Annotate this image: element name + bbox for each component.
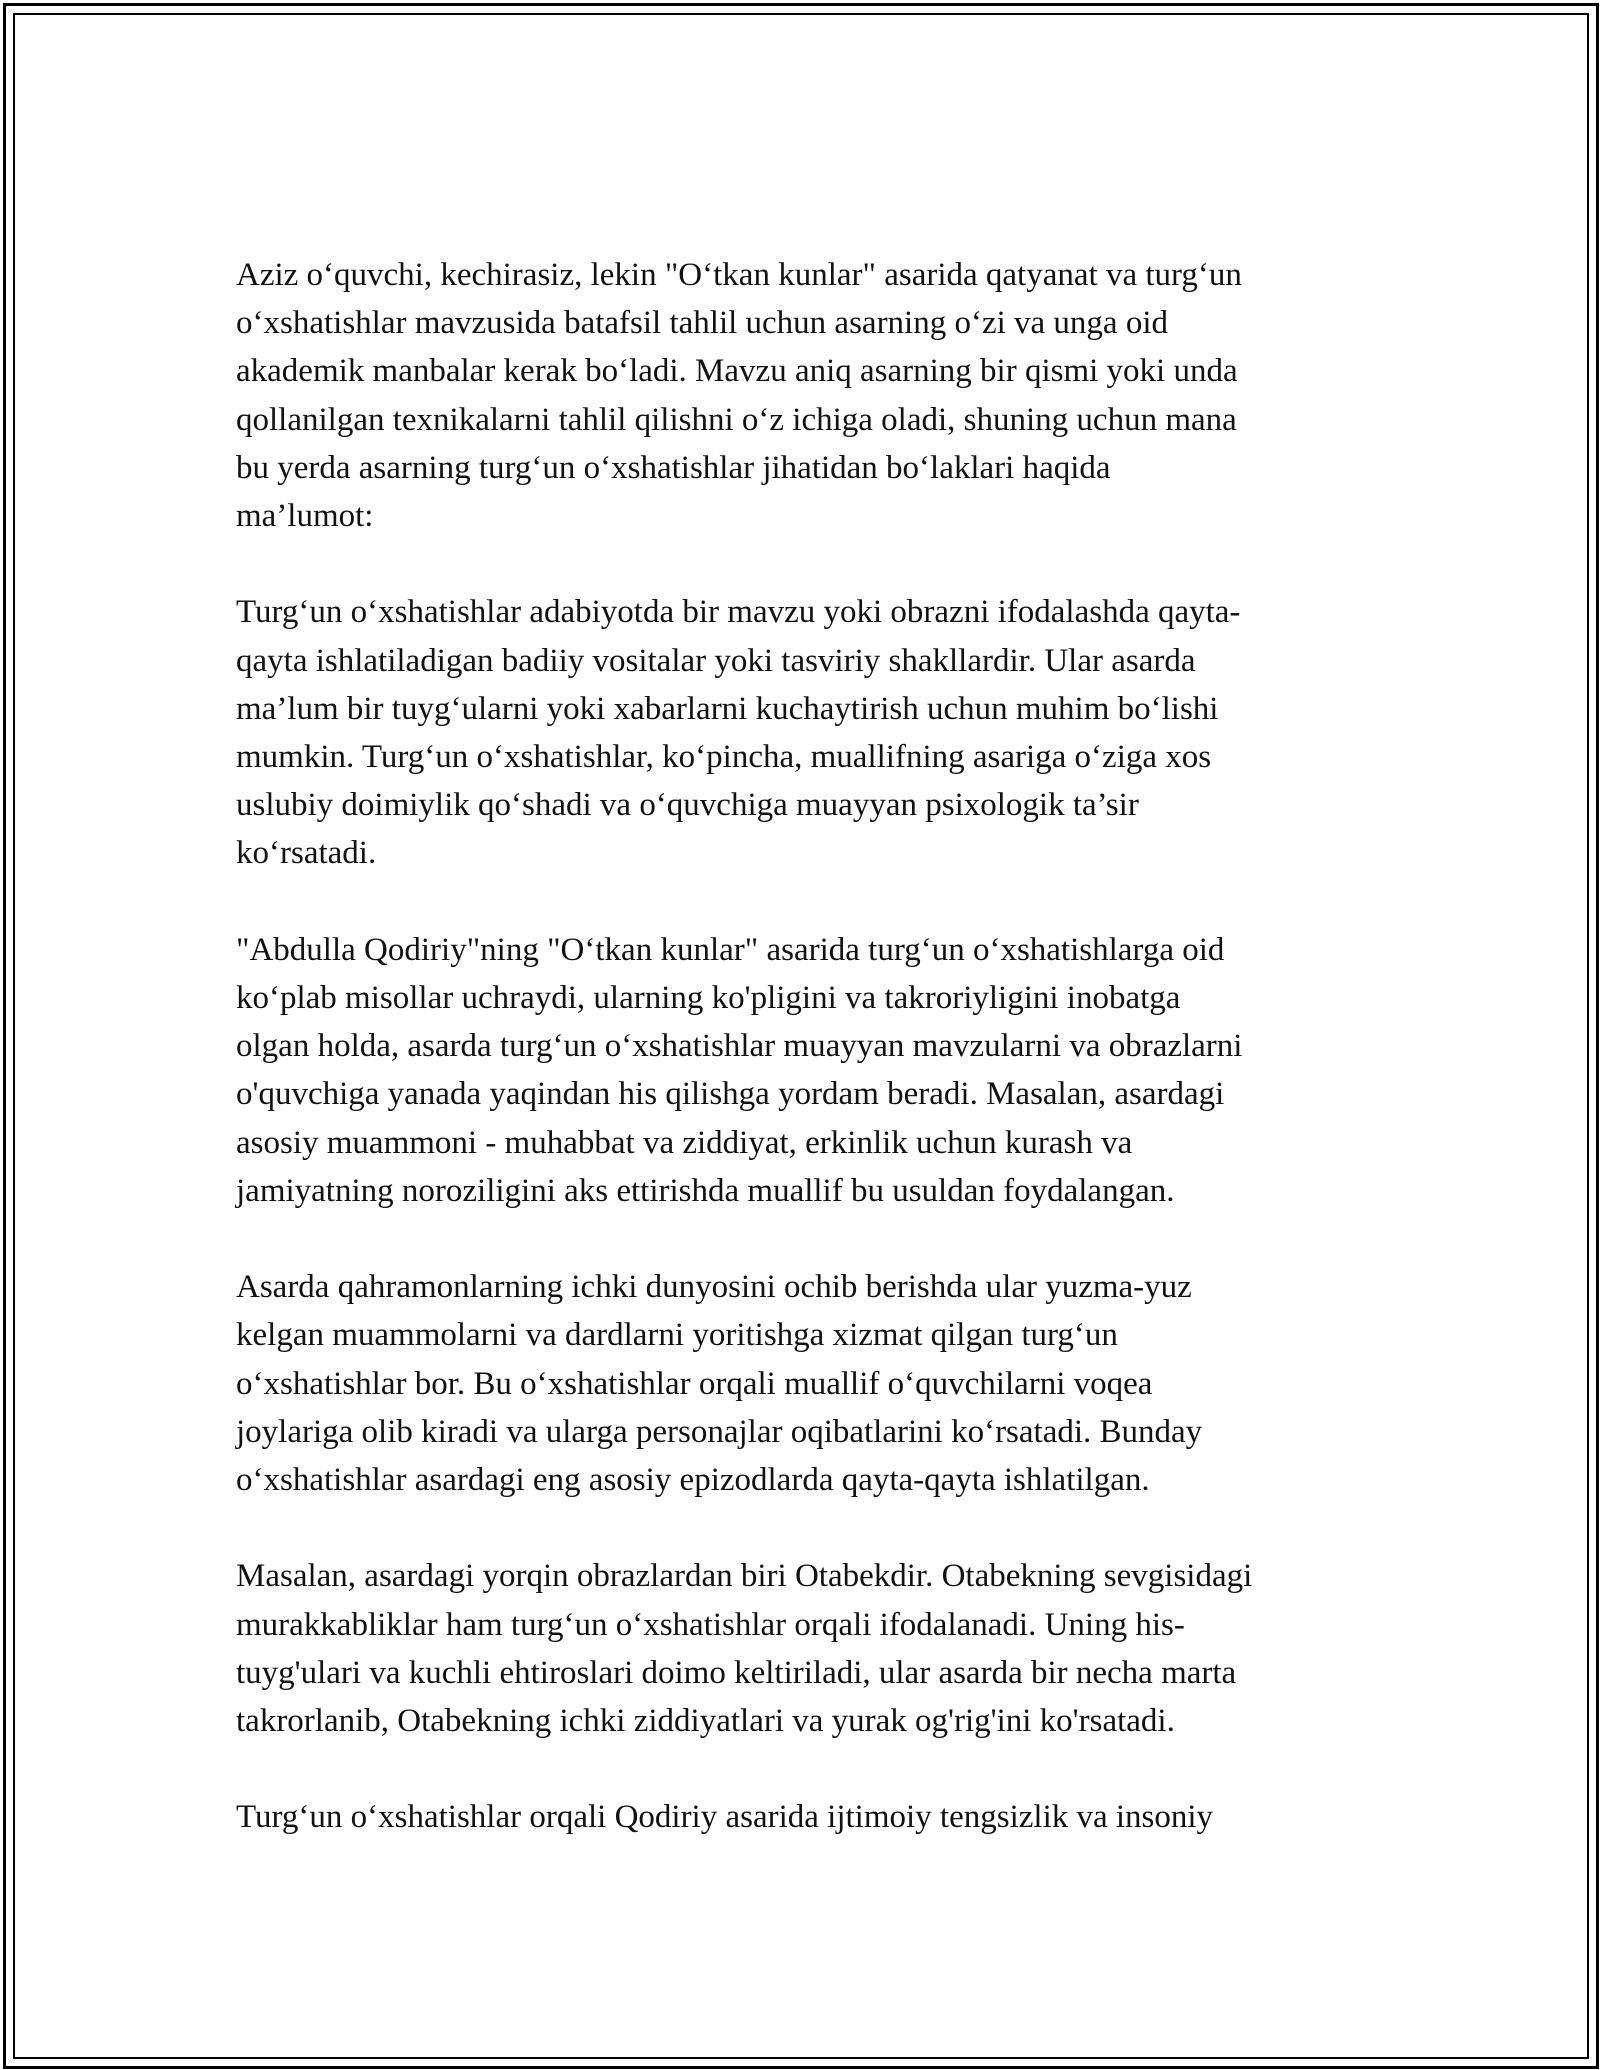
paragraph-2: [236, 588, 1396, 877]
text-line: takrorlanib, Otabekning ichki ziddiyatlari va yurak og'rig'ini ko'rsatadi.: [236, 1703, 1175, 1740]
text-line: o‘xshatishlar mavzusida batafsil tahlil uchun asarning o‘zi va unga oid: [236, 305, 1168, 342]
text-line: Asarda qahramonlarning ichki dunyosini ochib berishda ular yuzma-yuz: [236, 1269, 1192, 1306]
text-line: ko‘plab misollar uchraydi, ularning ko'pligini va takroriyligini inobatga: [236, 980, 1181, 1017]
text-line: ma’lum bir tuyg‘ularni yoki xabarlarni kuchaytirish uchun muhim bo‘lishi: [236, 690, 1219, 727]
text-line: jamiyatning noroziligini aks ettirishda muallif bu usuldan foydalangan.: [236, 1172, 1175, 1209]
text-line: "Abdulla Qodiriy"ning "O‘tkan kunlar" asarida turg‘un o‘xshatishlarga oid: [236, 931, 1225, 968]
text-line: qayta ishlatiladigan badiiy vositalar yoki tasviriy shakllardir. Ular asarda: [236, 642, 1196, 679]
document-body: [236, 251, 1396, 1890]
text-line: qollanilgan texnikalarni tahlil qilishni o‘z ichiga oladi, shuning uchun mana: [236, 401, 1237, 438]
text-line: tuyg'ulari va kuchli ehtiroslari doimo keltiriladi, ular asarda bir necha marta: [236, 1654, 1237, 1691]
paragraph-1: [236, 251, 1396, 540]
paragraph-3: [236, 926, 1396, 1215]
text-line: murakkabliklar ham turg‘un o‘xshatishlar orqali ifodalanadi. Uning his-: [236, 1606, 1185, 1643]
paragraph-5: [236, 1552, 1396, 1745]
text-line: olgan holda, asarda turg‘un o‘xshatishlar muayyan mavzularni va obrazlarni: [236, 1028, 1243, 1065]
text-line: ko‘rsatadi.: [236, 835, 377, 872]
text-line: o'quvchiga yanada yaqindan his qilishga yordam beradi. Masalan, asardagi: [236, 1076, 1225, 1113]
text-line: akademik manbalar kerak bo‘ladi. Mavzu aniq asarning bir qismi yoki unda: [236, 353, 1238, 390]
text-line: mumkin. Turg‘un o‘xshatishlar, ko‘pincha, muallifning asariga o‘ziga xos: [236, 739, 1212, 776]
text-line: joylariga olib kiradi va ularga personajlar oqibatlarini ko‘rsatadi. Bunday: [236, 1413, 1203, 1450]
text-line: kelgan muammolarni va dardlarni yoritishga xizmat qilgan turg‘un: [236, 1317, 1118, 1354]
text-line: o‘xshatishlar bor. Bu o‘xshatishlar orqali muallif o‘quvchilarni voqea: [236, 1365, 1153, 1402]
paragraph-4: [236, 1263, 1396, 1504]
text-line: uslubiy doimiylik qo‘shadi va o‘quvchiga muayyan psixologik ta’sir: [236, 787, 1139, 824]
text-line: Masalan, asardagi yorqin obrazlardan biri Otabekdir. Otabekning sevgisidagi: [236, 1558, 1253, 1595]
text-line: Turg‘un o‘xshatishlar orqali Qodiriy asarida ijtimoiy tengsizlik va insoniy: [236, 1799, 1214, 1836]
paragraph-6: [236, 1793, 1396, 1841]
text-line: o‘xshatishlar asardagi eng asosiy epizodlarda qayta-qayta ishlatilgan.: [236, 1462, 1150, 1499]
text-line: ma’lumot:: [236, 498, 374, 535]
text-line: Aziz o‘quvchi, kechirasiz, lekin "O‘tkan kunlar" asarida qatyanat va turg‘un: [236, 257, 1242, 293]
text-line: asosiy muammoni - muhabbat va ziddiyat, erkinlik uchun kurash va: [236, 1124, 1133, 1161]
text-line: Turg‘un o‘xshatishlar adabiyotda bir mavzu yoki obrazni ifodalashda qayta-: [236, 594, 1241, 631]
text-line: bu yerda asarning turg‘un o‘xshatishlar jihatidan bo‘laklari haqida: [236, 449, 1111, 486]
